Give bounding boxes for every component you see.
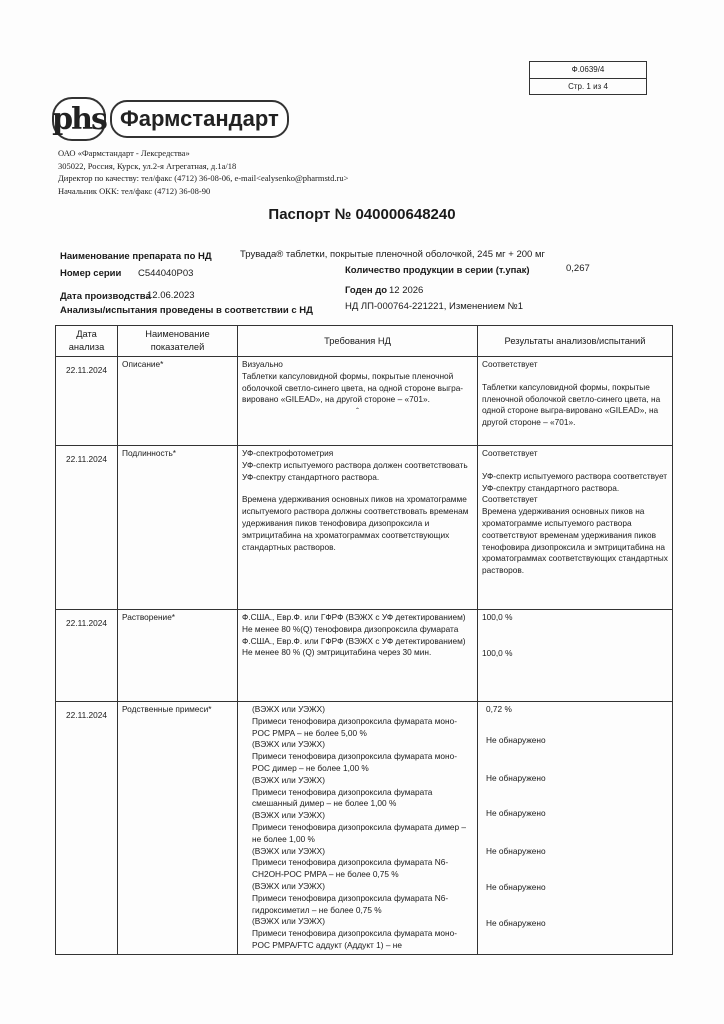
company-address [58, 147, 348, 197]
req-text: Примеси тенофовира дизопроксила фумарата моно-POC PMPA – не более 5,00 % [252, 715, 457, 738]
requirements-cell [238, 702, 478, 955]
requirements-cell [238, 357, 478, 446]
form-code: Ф.0639/4 [571, 65, 605, 74]
results-cell [478, 357, 673, 446]
form-code-box [529, 61, 647, 95]
result-text: 0,72 % [486, 704, 512, 714]
spacer [486, 894, 668, 918]
production-date-value: 12.06.2023 [147, 290, 195, 301]
table-row [56, 357, 673, 446]
indicator-name: Родственные примеси* [118, 702, 238, 955]
req-text: (ВЭЖХ или УЭЖХ) [252, 704, 325, 714]
spacer [486, 858, 668, 882]
result-text: 100,0 % [482, 647, 513, 658]
req-text: Времена удерживания основных пиков на хроматограмме испытуемого раствора должны соответствовать временам удерживания пиков тенофовира дизопроксила и эмтрицитабина на хроматограммах соответствующих стандартных растворов. [242, 494, 469, 552]
company-line: Начальник ОКК: тел/факс (4712) 36-08-90 [58, 185, 211, 196]
analysis-date: 22.11.2024 [56, 702, 118, 955]
req-text: (ВЭЖХ или УЭЖХ) [252, 810, 325, 821]
result-text: Таблетки капсуловидной формы, покрытые пленочной оболочкой светло-синего цвета, на одной стороне выгра-вировано «GILEAD», на другой стороне – «701». [482, 381, 661, 428]
results-cell [478, 702, 673, 955]
valid-until-label: Годен до [345, 285, 388, 296]
production-date-label: Дата производства [60, 291, 151, 302]
result-text: Не обнаружено [486, 846, 546, 857]
col-results-header: Результаты анализов/испытаний [478, 326, 673, 357]
col-date-header: Дата анализа [56, 326, 118, 357]
req-text: Ф.США., Евр.Ф. или ГФРФ (ВЭЖХ с УФ детектированием) [242, 635, 466, 646]
req-text: УФ-спектр испытуемого раствора должен соответствовать УФ-спектру стандартного раствора. [242, 459, 468, 482]
col-requirements-header: Требования НД [238, 326, 478, 357]
indicator-name: Описание* [118, 357, 238, 446]
series-value: C544040P03 [138, 268, 194, 279]
spacer [482, 624, 668, 648]
logo-name: Фармстандарт [110, 100, 289, 138]
name-value: Трувада® таблетки, покрытые пленочной оболочкой, 245 мг + 200 мг [240, 249, 545, 260]
tests-label: Анализы/испытания проведены в соответствии с НД [60, 305, 313, 316]
company-line: ОАО «Фармстандарт - Лексредства» [58, 148, 190, 158]
result-text: УФ-спектр испытуемого раствора соответствует УФ-спектру стандартного раствора. [482, 470, 668, 493]
result-text: Соответствует [482, 359, 538, 369]
result-text: Не обнаружено [486, 917, 546, 928]
company-line: Директор по качеству: тел/факс (4712) 36-08-06, e-mail<ealysenko@pharmstd.ru> [58, 173, 349, 184]
requirements-cell [238, 446, 478, 610]
table-row [56, 446, 673, 610]
req-text: УФ-спектрофотометрия [242, 448, 334, 458]
document-title: Паспорт № 040000648240 [268, 206, 456, 223]
req-text: Примеси тенофовира дизопроксила фумарата моно-POC димер – не более 1,00 % [252, 751, 457, 773]
requirements-cell [238, 610, 478, 702]
req-text: Примеси тенофовира дизопроксила фумарата смешанный димер – не более 1,00 % [252, 786, 433, 809]
spacer [482, 371, 668, 382]
qty-value: 0,267 [566, 263, 590, 274]
logo-mark: phs [52, 97, 106, 141]
result-text: Соответствует [482, 494, 538, 505]
table-row [56, 702, 673, 955]
result-text: 100,0 % [482, 612, 513, 622]
spacer [482, 460, 668, 471]
tests-value: НД ЛП-000764-221221, Изменением №1 [345, 301, 524, 312]
req-text: Не менее 80 % (Q) эмтрицитабина через 30 мин. [242, 647, 432, 658]
name-label: Наименование препарата по НД [60, 251, 212, 262]
table-header-row [56, 326, 673, 357]
req-text: Примеси тенофовира дизопроксила фумарата моно-POC PMPA/FTC аддукт (Аддукт 1) – не [252, 928, 457, 950]
analysis-date: 22.11.2024 [56, 357, 118, 446]
req-text: Не менее 80 %(Q) тенофовира дизопроксила фумарата [242, 623, 459, 634]
analysis-date: 22.11.2024 [56, 446, 118, 610]
qty-label: Количество продукции в серии (т.упак) [345, 265, 530, 276]
spacer [486, 784, 668, 808]
results-cell [478, 446, 673, 610]
result-text: Не обнаружено [486, 808, 546, 819]
result-text: Соответствует [482, 448, 538, 458]
req-text: (ВЭЖХ или УЭЖХ) [252, 880, 325, 891]
req-text: Ф.США., Евр.Ф. или ГФРФ (ВЭЖХ с УФ детектированием) [242, 612, 466, 622]
req-text: Примеси тенофовира дизопроксила фумарата димер – не более 1,00 % [252, 821, 467, 844]
results-table [55, 325, 673, 955]
req-text: Визуально [242, 359, 283, 369]
series-label: Номер серии [60, 268, 122, 279]
company-line: 305022, Россия, Курск, ул.2-я Агрегатная, д.1а/18 [58, 160, 237, 171]
result-text: Не обнаружено [486, 734, 546, 745]
indicator-name: Растворение* [118, 610, 238, 702]
spacer [242, 483, 473, 494]
col-name-header: Наименование показателей [118, 326, 238, 357]
req-text: Примеси тенофовира дизопроксила фумарата N6-гидроксиметил – не более 0,75 % [252, 892, 449, 915]
company-logo [52, 98, 289, 140]
req-text: (ВЭЖХ или УЭЖХ) [252, 916, 325, 927]
req-text: (ВЭЖХ или УЭЖХ) [252, 774, 325, 785]
result-text: Не обнаружено [486, 772, 546, 783]
req-text: ˆ [356, 406, 359, 417]
result-text: Времена удерживания основных пиков на хроматограмме испытуемого раствора соответствуют временам удерживания пиков тенофовира дизопроксила и эмтрицитабина на хроматограммах соответствующих стандартных растворов. [482, 506, 668, 576]
result-text: Не обнаружено [486, 881, 546, 892]
req-text: (ВЭЖХ или УЭЖХ) [252, 845, 325, 856]
req-text: Таблетки капсуловидной формы, покрытые пленочной оболочкой светло-синего цвета, на одной стороне выгра-вировано «GILEAD», на другой стороне – «701». [242, 370, 464, 405]
spacer [486, 716, 668, 735]
page-number: Стр. 1 из 4 [530, 78, 646, 95]
valid-until-value: 12 2026 [389, 285, 424, 296]
spacer [486, 820, 668, 846]
spacer [486, 747, 668, 773]
analysis-date: 22.11.2024 [56, 610, 118, 702]
req-text: Примеси тенофовира дизопроксила фумарата N6-CH2OH-POC PMPA – не более 0,75 % [252, 857, 449, 880]
indicator-name: Подлинность* [118, 446, 238, 610]
table-row [56, 610, 673, 702]
req-text: (ВЭЖХ или УЭЖХ) [252, 739, 325, 750]
results-cell [478, 610, 673, 702]
